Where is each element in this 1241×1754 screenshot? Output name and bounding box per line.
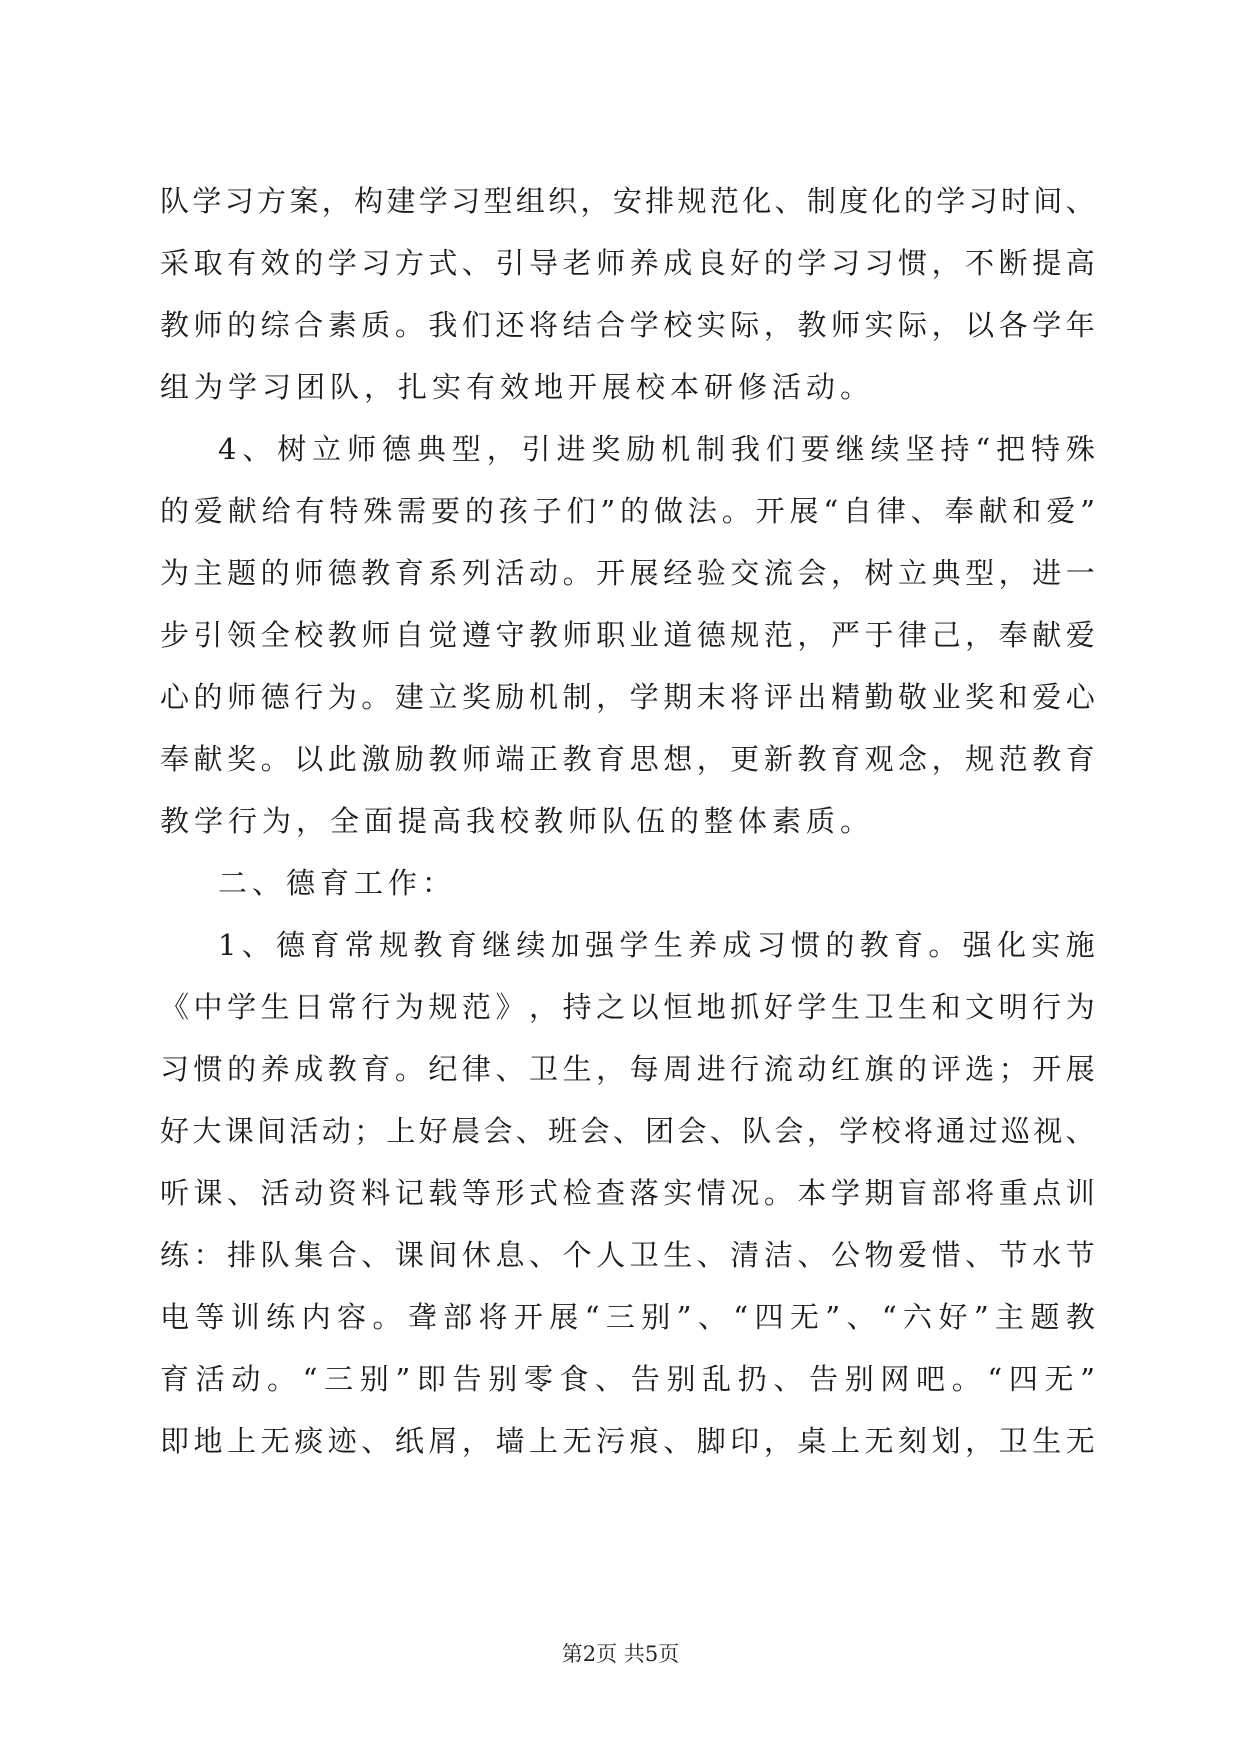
text-line: 4 、 树 立 师 德 典 型 ， 引 进 奖 励 机 制 我 们 要 继 续 坚 持 “ 把 特 殊 xyxy=(218,432,1095,466)
text-line: 练 ： 排 队 集 合 、 课 间 休 息 、 个 人 卫 生 、 清 洁 、 公 物 爱 惜 、 节 水 节 xyxy=(160,1238,1095,1272)
text-line: 教学行为，全面提高我校教师队伍的整体素质。 xyxy=(160,804,875,838)
text-line: 心 的 师 德 行 为 。 建 立 奖 励 机 制 ， 学 期 末 将 评 出 精 勤 敬 业 奖 和 爱 心 xyxy=(160,680,1095,714)
text-line: 组为学习团队，扎实有效地开展校本研修活动。 xyxy=(160,370,875,404)
text-line: 1 、 德 育 常 规 教 育 继 续 加 强 学 生 养 成 习 惯 的 教 育 。 强 化 实 施 xyxy=(218,928,1095,962)
text-line: 步 引 领 全 校 教 师 自 觉 遵 守 教 师 职 业 道 德 规 范 ， 严 于 律 己 ， 奉 献 爱 xyxy=(160,618,1095,652)
text-line: 即 地 上 无 痰 迹 、 纸 屑 ， 墙 上 无 污 痕 、 脚 印 ， 桌 上 无 刻 划 ， 卫 生 无 xyxy=(160,1424,1095,1458)
text-line: 《 中 学 生 日 常 行 为 规 范 》 ， 持 之 以 恒 地 抓 好 学 生 卫 生 和 文 明 行 为 xyxy=(160,990,1095,1024)
text-line: 二、德育工作： xyxy=(218,866,457,900)
text-line: 为 主 题 的 师 德 教 育 系 列 活 动 。 开 展 经 验 交 流 会 ， 树 立 典 型 ， 进 一 xyxy=(160,556,1095,590)
text-line: 习 惯 的 养 成 教 育 。 纪 律 、 卫 生 ， 每 周 进 行 流 动 红 旗 的 评 选 ； 开 展 xyxy=(160,1052,1095,1086)
text-line: 队 学 习 方 案 ， 构 建 学 习 型 组 织 ， 安 排 规 范 化 、 制 度 化 的 学 习 时 间 、 xyxy=(160,184,1095,218)
text-line: 教 师 的 综 合 素 质 。 我 们 还 将 结 合 学 校 实 际 ， 教 师 实 际 ， 以 各 学 年 xyxy=(160,308,1095,342)
text-line: 的 爱 献 给 有 特 殊 需 要 的 孩 子 们 ” 的 做 法 。 开 展 “ 自 律 、 奉 献 和 爱 ” xyxy=(160,494,1095,528)
page-footer: 第2页 共5页 xyxy=(561,1642,680,1666)
text-line: 好 大 课 间 活 动 ； 上 好 晨 会 、 班 会 、 团 会 、 队 会 ， 学 校 将 通 过 巡 视 、 xyxy=(160,1114,1095,1148)
text-line: 奉 献 奖 。 以 此 激 励 教 师 端 正 教 育 思 想 ， 更 新 教 育 观 念 ， 规 范 教 育 xyxy=(160,742,1095,776)
text-line: 听 课 、 活 动 资 料 记 载 等 形 式 检 查 落 实 情 况 。 本 学 期 盲 部 将 重 点 训 xyxy=(160,1176,1095,1210)
text-line: 采 取 有 效 的 学 习 方 式 、 引 导 老 师 养 成 良 好 的 学 习 习 惯 ， 不 断 提 高 xyxy=(160,246,1095,280)
text-line: 育 活 动 。 “ 三 别 ” 即 告 别 零 食 、 告 别 乱 扔 、 告 别 网 吧 。 “ 四 无 ” xyxy=(160,1362,1095,1396)
text-line: 电 等 训 练 内 容 。 聋 部 将 开 展 “ 三 别 ” 、 “ 四 无 ” 、 “ 六 好 ” 主 题 教 xyxy=(160,1300,1095,1334)
